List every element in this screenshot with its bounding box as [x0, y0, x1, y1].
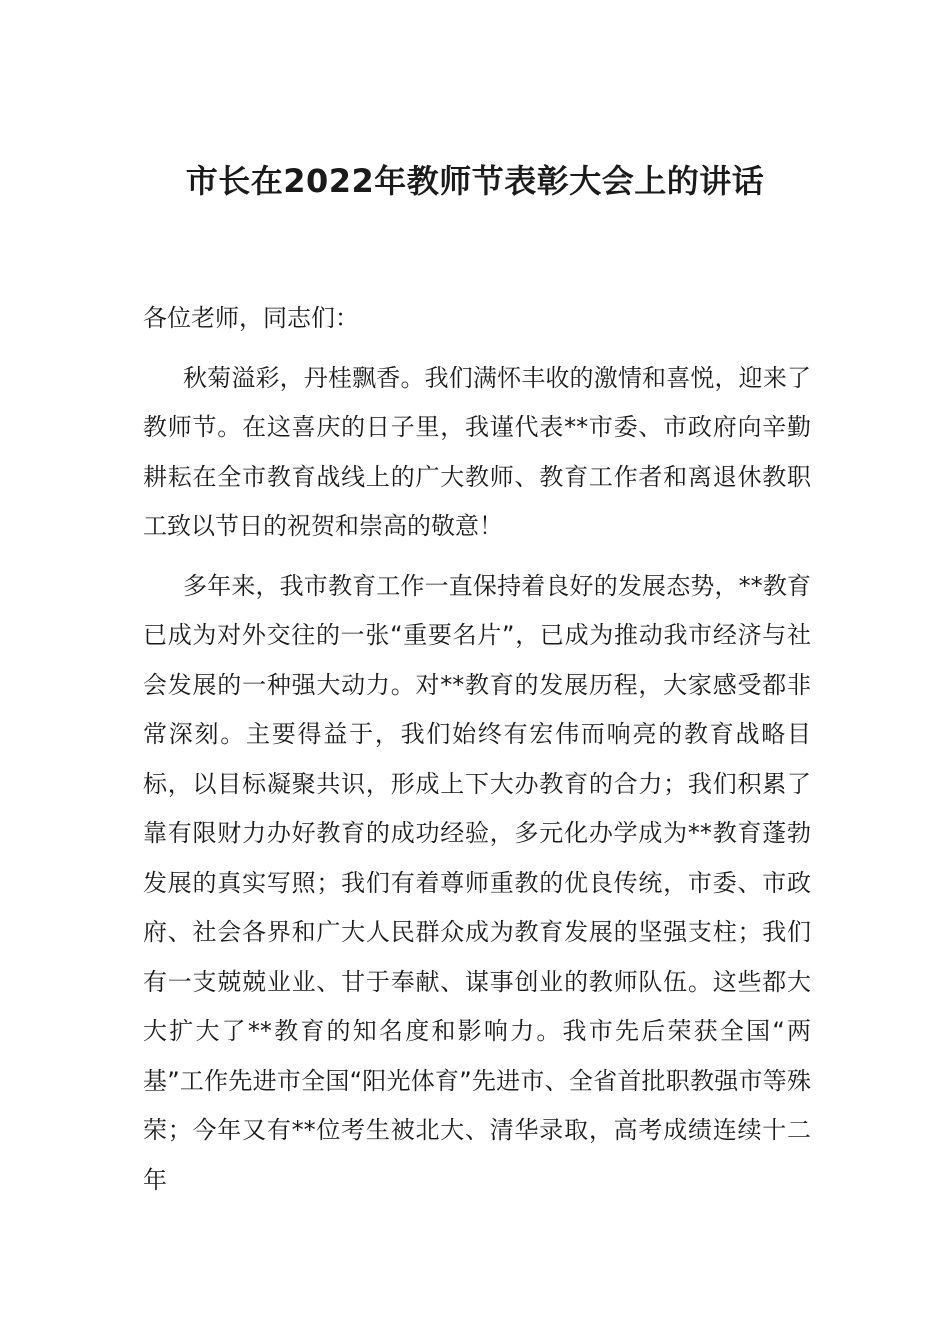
paragraph-2: 多年来，我市教育工作一直保持着良好的发展态势，**教育已成为对外交往的一张“重要名片”，已成为推动我市经济与社会发展的一种强大动力。对**教育的发展历程，大家感受都非常深刻。主要得益于，我们始终有宏伟而响亮的教育战略目标，以目标凝聚共识，形成上下大办教育的合力；我们积累了靠有限财力办好教育的成功经验，多元化办学成为**教育蓬勃发展的真实写照；我们有着尊师重教的优良传统，市委、市政府、社会各界和广大人民群众成为教育发展的坚强支柱；我们有一支兢兢业业、甘于奉献、谋事创业的教师队伍。这些都大大扩大了**教育的知名度和影响力。我市先后荣获全国“两基”工作先进市全国“阳光体育”先进市、全省首批职教强市等殊荣；今年又有**位考生被北大、清华录取，高考成绩连续十二年: [143, 571, 811, 1194]
paragraph-1: 秋菊溢彩，丹桂飘香。我们满怀丰收的激情和喜悦，迎来了教师节。在这喜庆的日子里，我谨代表**市委、市政府向辛勤耕耘在全市教育战线上的广大教师、教育工作者和离退休教职工致以节日的祝贺和崇高的敬意！: [143, 363, 811, 540]
document-title: 市长在2022年教师节表彰大会上的讲话: [185, 162, 765, 200]
document-body: [143, 294, 811, 1205]
greeting-line: 各位老师，同志们：: [143, 304, 359, 332]
